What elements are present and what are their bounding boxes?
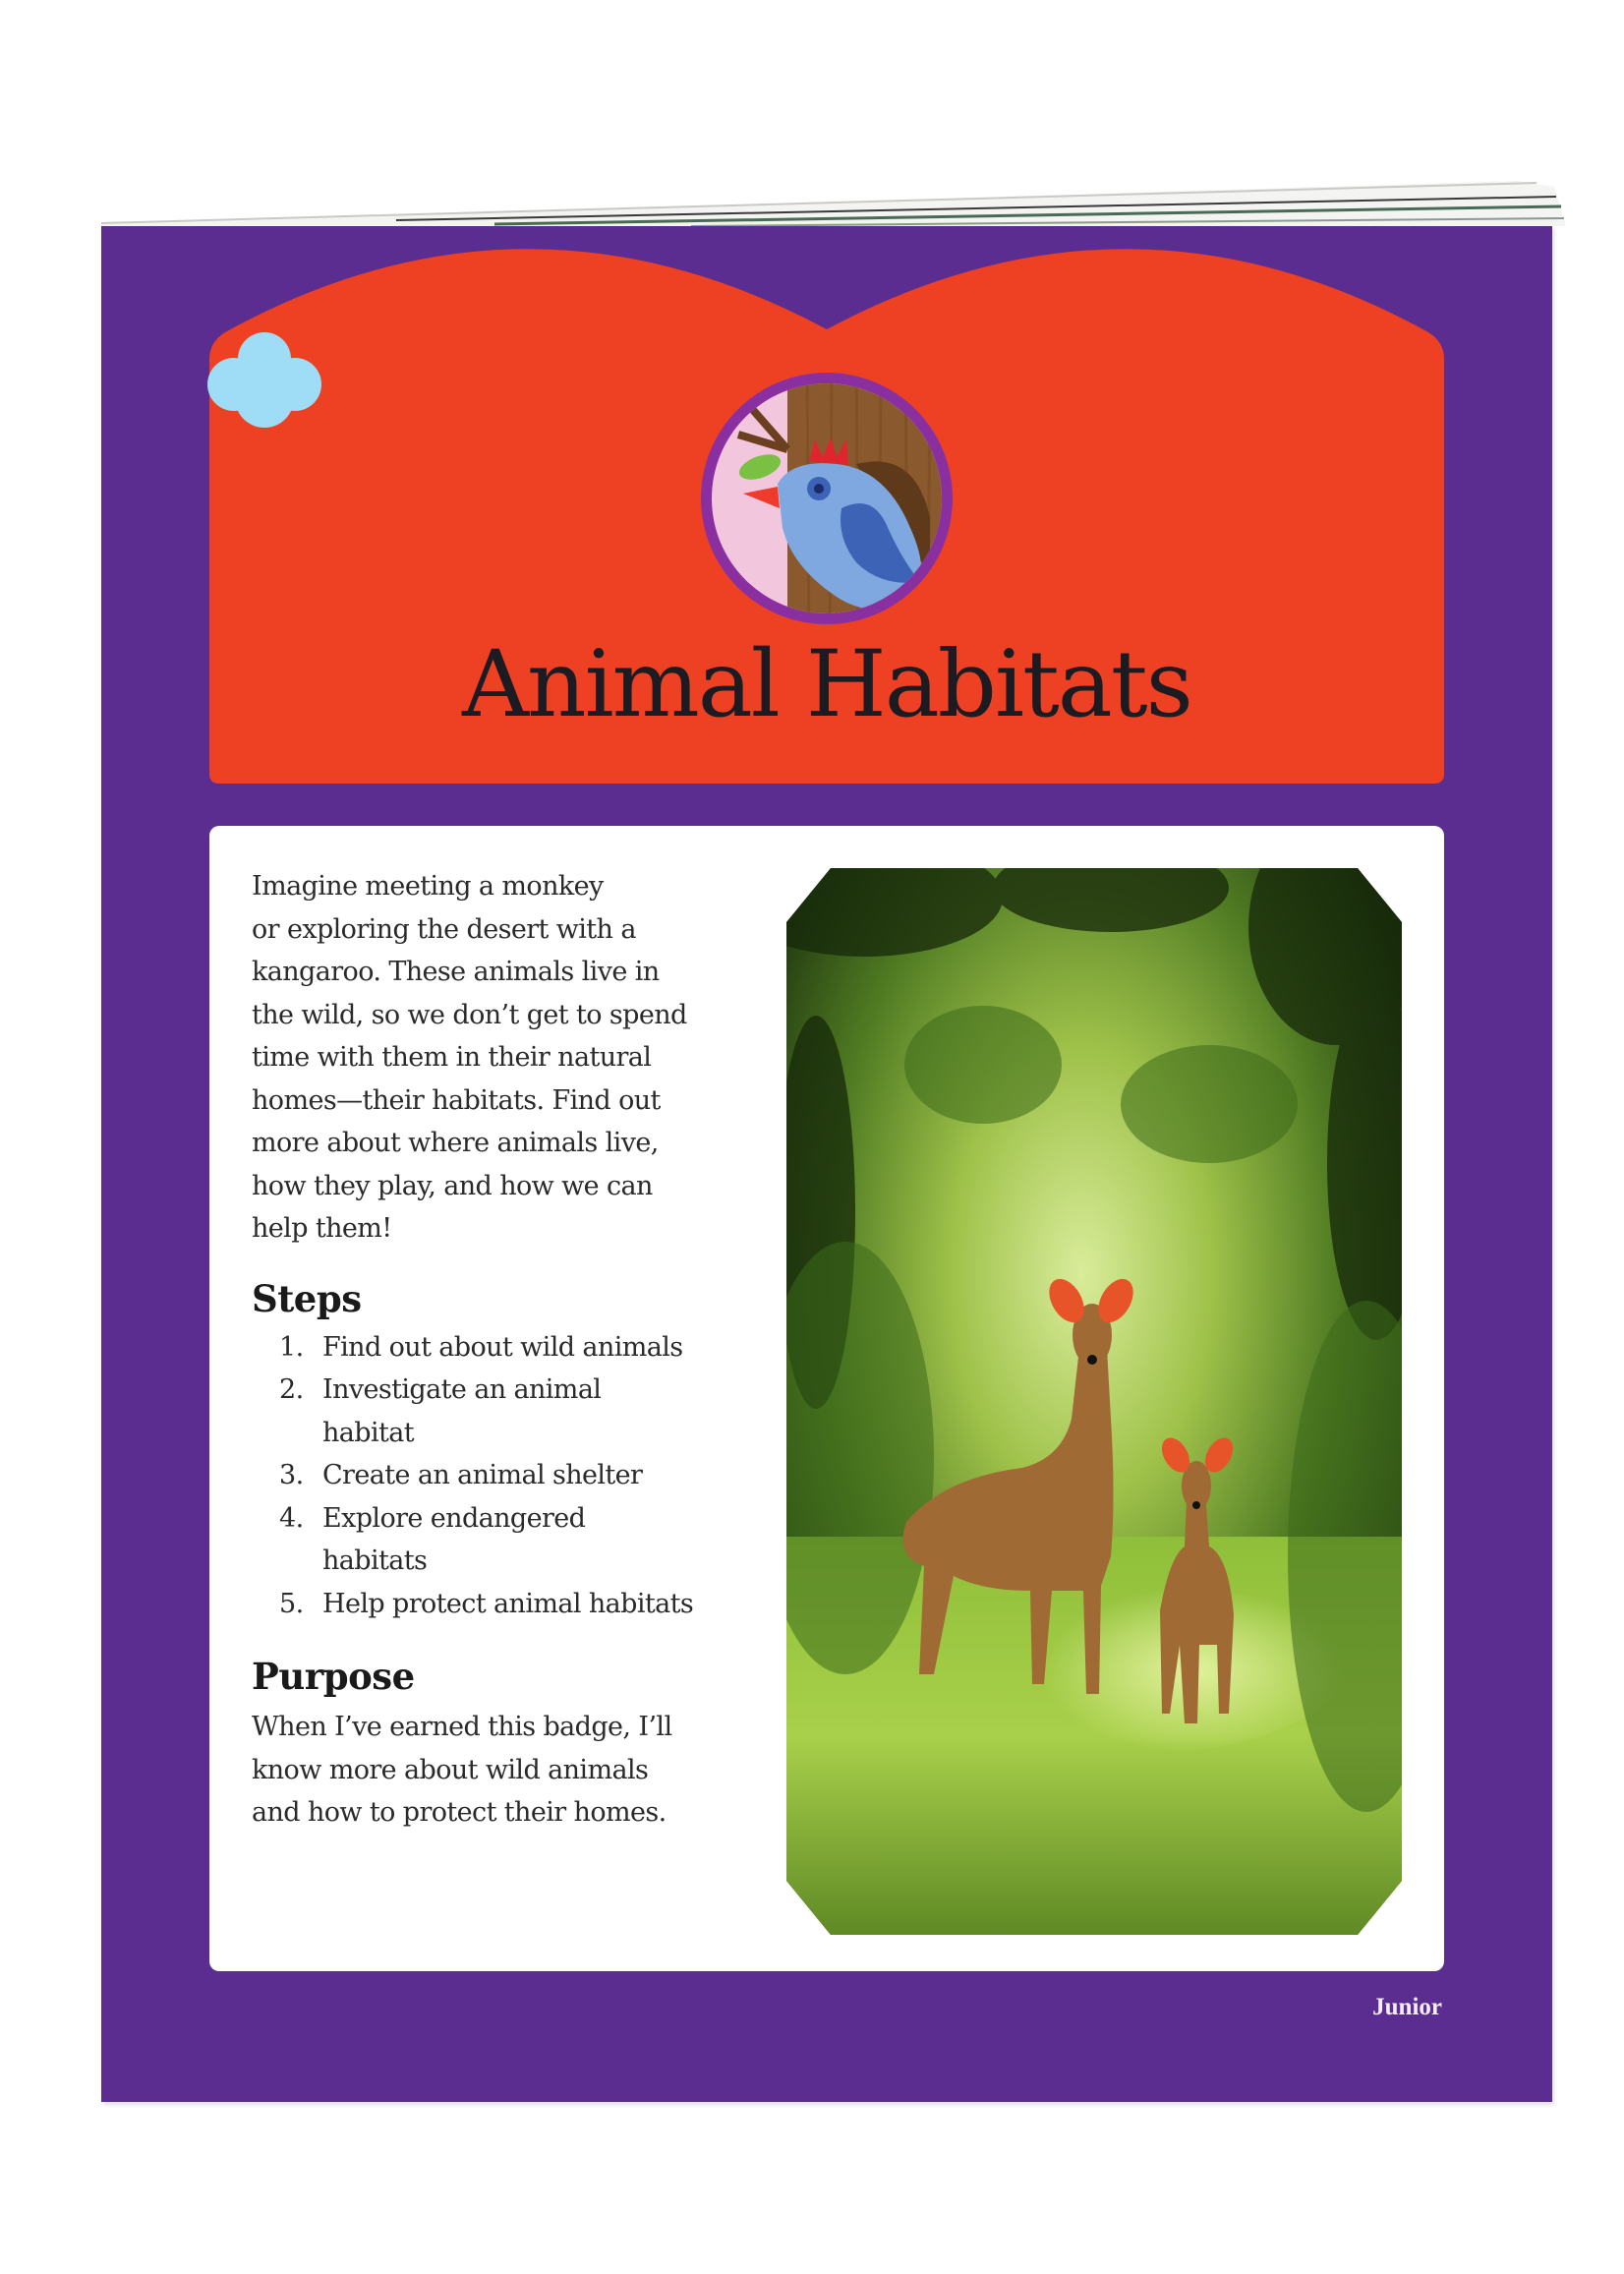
- step-number: 2.: [279, 1374, 304, 1405]
- step-label: Help protect animal habitats: [322, 1588, 694, 1619]
- badge-booklet-cover: [101, 226, 1552, 2102]
- step-label: Find out about wild animals: [322, 1331, 683, 1363]
- trefoil-logo-icon: [206, 329, 322, 439]
- intro-line: how they play, and how we can: [252, 1170, 653, 1201]
- page-title: Animal Habitats: [462, 631, 1191, 738]
- bird-in-tree-badge-icon: [699, 371, 955, 626]
- step-item: [252, 1454, 733, 1497]
- step-label: Explore endangered habitats: [322, 1502, 586, 1576]
- intro-line: homes—their habitats. Find out: [252, 1084, 661, 1116]
- intro-line: help them!: [252, 1213, 392, 1244]
- intro-line: more about where animals live,: [252, 1128, 659, 1158]
- page-stack-edge: [101, 177, 1566, 232]
- step-item: [252, 1369, 733, 1454]
- step-label: Investigate an animal habitat: [322, 1374, 602, 1448]
- step-number: 1.: [279, 1331, 304, 1363]
- deer-in-forest-photo: [786, 868, 1402, 1935]
- text-column: [252, 865, 733, 1835]
- content-card: [209, 826, 1444, 1971]
- step-item: [252, 1497, 733, 1583]
- purpose-paragraph: [252, 1706, 733, 1835]
- intro-line: Imagine meeting a monkey: [252, 871, 604, 902]
- purpose-line: When I’ve earned this badge, I’ll: [252, 1712, 672, 1742]
- intro-line: the wild, so we don’t get to spend: [252, 999, 687, 1030]
- step-label: Create an animal shelter: [322, 1460, 643, 1490]
- intro-paragraph: [252, 865, 733, 1251]
- step-number: 5.: [279, 1588, 304, 1619]
- purpose-line: and how to protect their homes.: [252, 1797, 667, 1828]
- level-label: Junior: [1372, 1994, 1442, 2020]
- intro-line: kangaroo. These animals live in: [252, 957, 660, 987]
- steps-list: [252, 1326, 733, 1626]
- purpose-line: know more about wild animals: [252, 1754, 649, 1785]
- steps-heading: Steps: [252, 1276, 362, 1320]
- purpose-heading: Purpose: [252, 1655, 415, 1698]
- intro-line: or exploring the desert with a: [252, 913, 636, 945]
- step-number: 3.: [279, 1460, 304, 1490]
- step-number: 4.: [279, 1502, 304, 1534]
- step-item: [252, 1326, 733, 1370]
- step-item: [252, 1583, 733, 1626]
- intro-line: time with them in their natural: [252, 1042, 652, 1073]
